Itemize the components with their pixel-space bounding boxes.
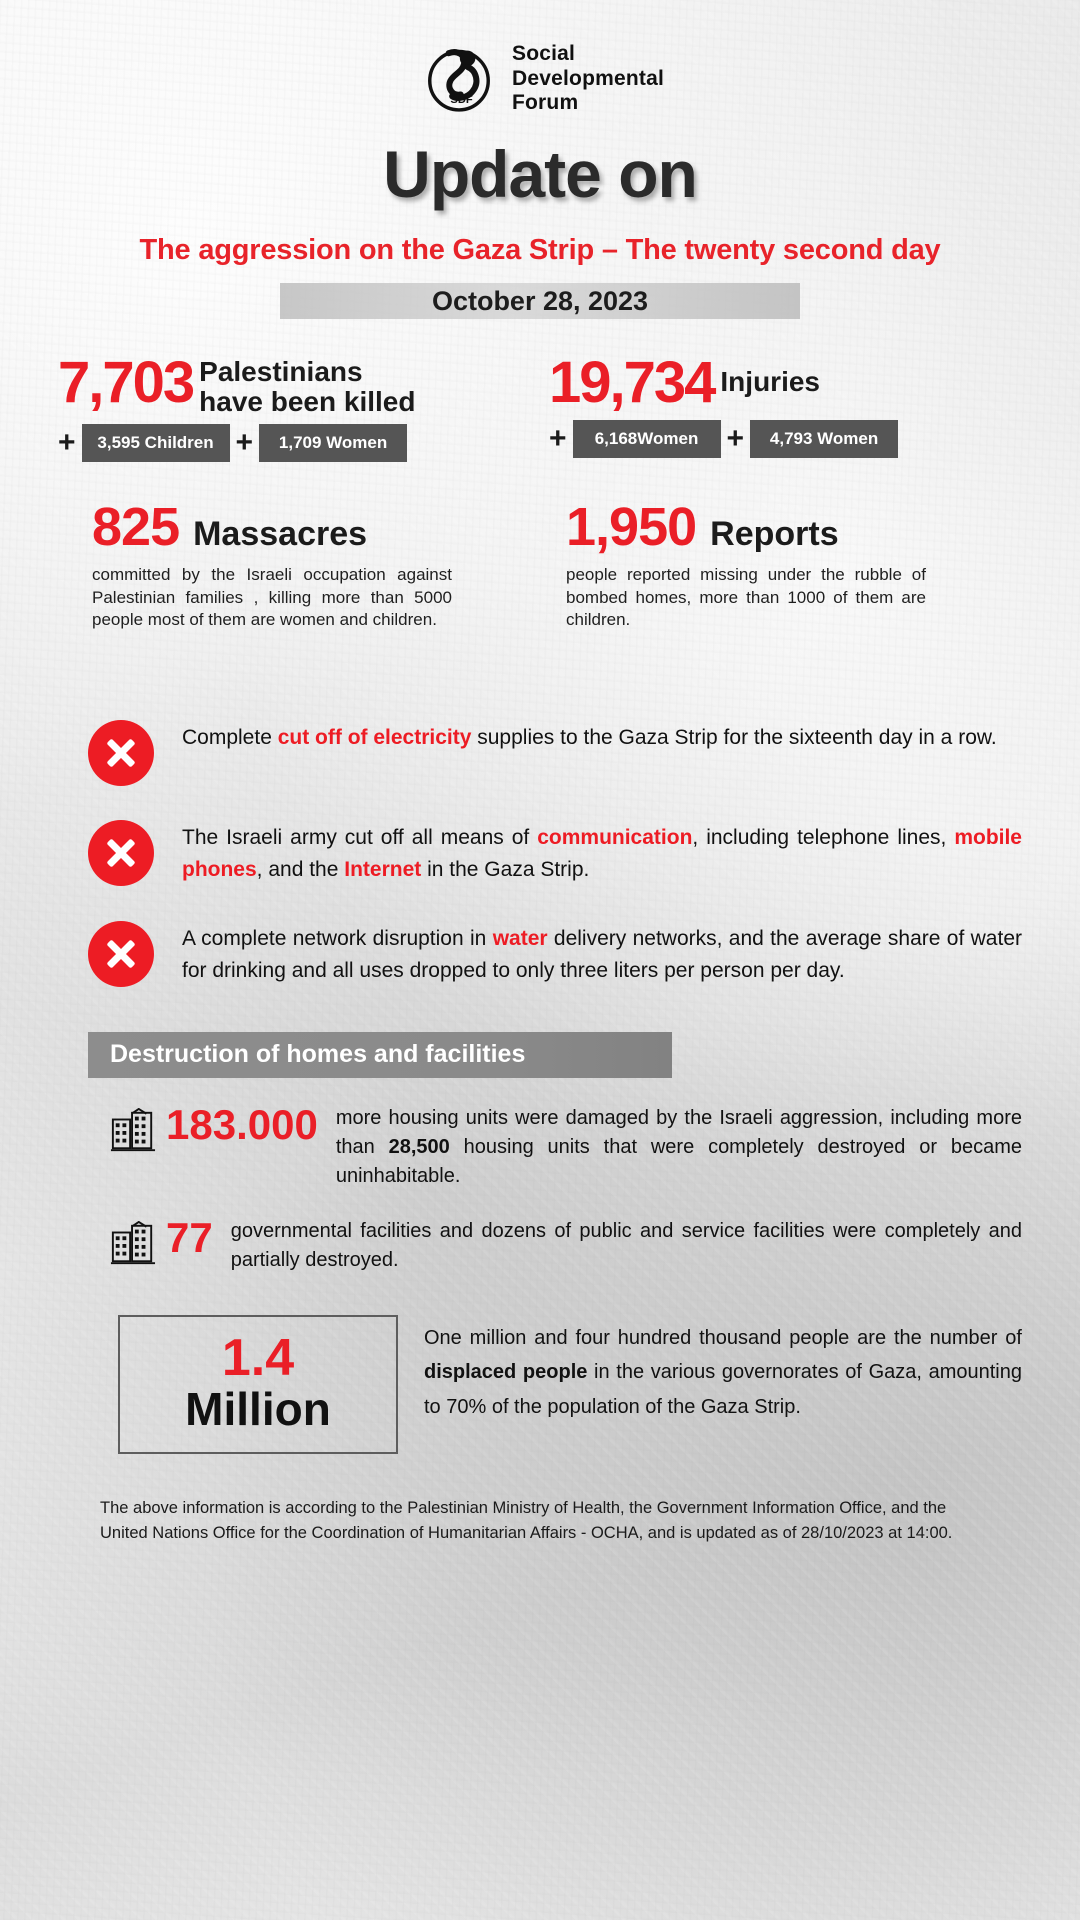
destruction-row-facilities [0,1213,1080,1275]
displaced-number: 1.4 [221,1328,295,1387]
plus-sign: + [235,426,254,460]
secondary-stats [0,496,1080,631]
reports-number: 1,950 [566,497,697,558]
x-mark-icon [88,820,154,886]
bullet-text-1: The Israeli army cut off all means of communication, including telephone lines, mobile phones, and the Internet in the Gaza Strip. [182,825,1022,882]
sdf-logo-icon [416,36,502,122]
killed-label-line1: Palestinians [199,356,363,387]
killed-number: 7,703 [58,350,194,415]
chip-injuries-2: 4,793 Women [750,420,898,458]
plus-sign: + [58,426,76,460]
list-item [88,818,1022,887]
date-label: October 28, 2023 [431,285,649,316]
displaced-unit: Million [185,1383,331,1436]
impact-bullet-list [0,718,1080,988]
page-subtitle: The aggression on the Gaza Strip – The twenty second day [139,234,941,266]
facilities-number: 77 [166,1213,213,1261]
destruction-row-housing [0,1100,1080,1191]
massacres-description: committed by the Israeli occupation against Palestinian families , killing more than 5000 people most of them are women and children. [92,565,452,630]
housing-units-number: 183.000 [166,1100,318,1148]
section-title: Destruction of homes and facilities [110,1040,526,1069]
list-item [88,919,1022,988]
bullet-text-2: A complete network disruption in water delivery networks, and the average share of water for drinking and all uses dropped to only three liters per person per day. [182,926,1022,983]
logo-line-1: Social [512,42,576,66]
source-note: The above information is according to the Palestinian Ministry of Health, the Government Information Office, and the United Nations Office for the Coordination of Humanitarian Affairs - OCHA, and is updated as of 28/10/2023 at 14:00. [100,1498,953,1543]
chip-injuries-1: 6,168Women [573,420,721,458]
chip-women: 1,709 Women [259,424,407,462]
killed-label-line2: have been killed [199,385,416,417]
damaged-building-icon [110,1221,156,1267]
displaced-description: One million and four hundred thousand people are the number of displaced people in the various governorates of Gaza, amounting to 70% of the population of the Gaza Strip. [424,1326,1022,1418]
displaced-people-block [118,1315,1080,1454]
injuries-number: 19,734 [549,350,715,415]
date-banner [280,283,800,319]
massacres-label: Massacres [193,515,368,554]
stat-killed [58,350,531,462]
logo-block [0,0,1080,122]
svg-text:SDF: SDF [450,94,473,107]
bullet-text-0: Complete cut off of electricity supplies to the Gaza Strip for the sixteenth day in a row. [182,725,997,749]
reports-label: Reports [710,515,839,554]
section-header-destruction [88,1032,672,1078]
injuries-label: Injuries [720,366,820,397]
massacres-number: 825 [92,497,180,558]
displaced-number-box [118,1315,398,1454]
x-mark-icon [88,720,154,786]
logo-line-2: Developmental [512,66,664,90]
chip-children: 3,595 Children [82,424,230,462]
damaged-building-icon [110,1108,156,1154]
page-title: Update on [383,137,697,211]
stat-injuries [531,350,1022,462]
x-mark-icon [88,921,154,987]
housing-units-text: more housing units were damaged by the Israeli aggression, including more than 28,500 housing units that were completely destroyed or became uninhabitable. [335,1106,1022,1187]
plus-sign: + [549,421,567,455]
stat-reports [548,496,1022,631]
logo-wordmark [512,42,664,115]
stat-massacres [58,496,548,631]
primary-stats [0,350,1080,462]
facilities-text: governmental facilities and dozens of public and service facilities were completely and partially destroyed. [230,1219,1022,1271]
plus-sign: + [726,421,745,455]
list-item [88,718,1022,786]
reports-description: people reported missing under the rubble of bombed homes, more than 1000 of them are children. [566,565,926,630]
logo-line-3: Forum [512,91,579,115]
